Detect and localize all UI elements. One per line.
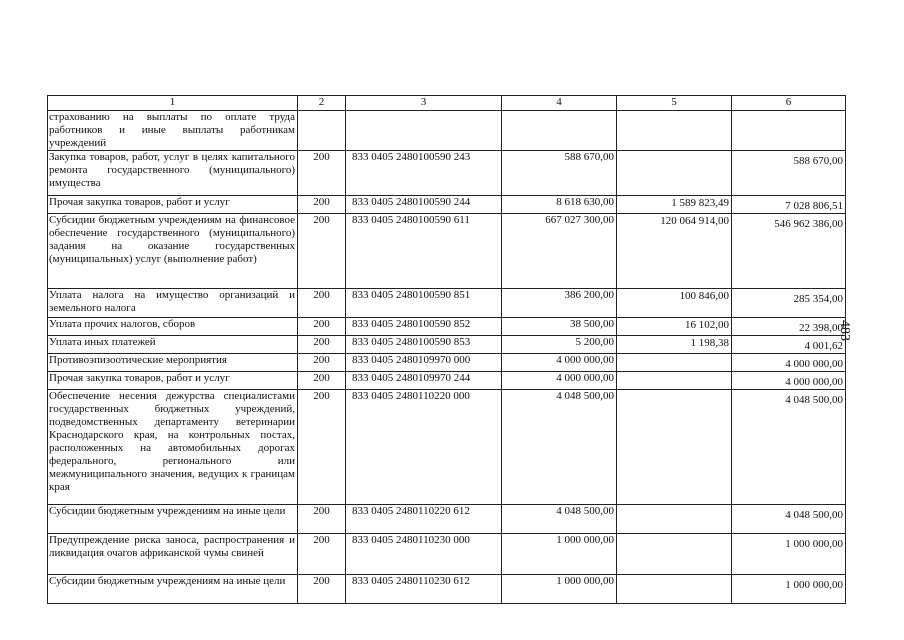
column-header-4: 4 (502, 96, 617, 111)
row-amount-col4-text: 8 618 630,00 (556, 196, 614, 208)
row-code-cell (298, 111, 346, 151)
row-amount-col4-text: 1 000 000,00 (556, 575, 614, 587)
row-amount-col5-text: 120 064 914,00 (660, 215, 729, 227)
row-kbk-cell (346, 390, 502, 505)
row-kbk-text: 833 0405 2480110230 000 (352, 534, 470, 546)
row-amount-col4-text: 4 000 000,00 (556, 372, 614, 384)
row-kbk-text: 833 0405 2480100590 243 (352, 151, 471, 163)
row-amount-col4-text: 38 500,00 (570, 318, 614, 330)
row-amount-col5-cell (617, 372, 732, 390)
row-kbk-cell (346, 289, 502, 318)
row-amount-col4-cell (502, 575, 617, 604)
row-amount-col5-cell (617, 354, 732, 372)
page-number: 483 (837, 320, 852, 341)
row-name-cell (48, 372, 298, 390)
row-amount-col6-cell (732, 372, 846, 390)
budget-table (47, 95, 846, 604)
row-name-text: Обеспечение несения дежурства специалистами государственных бюджетных учреждений, подведомственных департаменту ветеринарии Краснодарского края, на контрольных постах, расположенных на автомобильных дорогах федерального, регионального или межмуниципального значения, ведущих к границам края (49, 390, 295, 493)
column-header-2: 2 (298, 96, 346, 111)
row-kbk-cell (346, 505, 502, 534)
row-code-text: 200 (313, 289, 330, 301)
row-amount-col4-cell (502, 505, 617, 534)
row-code-text: 200 (313, 214, 330, 226)
row-amount-col5-cell (617, 575, 732, 604)
row-amount-col6-cell (732, 534, 846, 575)
table-row (48, 151, 846, 196)
row-amount-col4-cell (502, 151, 617, 196)
row-code-cell (298, 196, 346, 214)
row-code-cell (298, 354, 346, 372)
row-code-text: 200 (313, 534, 330, 546)
row-code-text: 200 (313, 318, 330, 330)
table-row (48, 372, 846, 390)
row-amount-col4-cell (502, 354, 617, 372)
row-name-cell (48, 111, 298, 151)
row-code-text: 200 (313, 372, 330, 384)
row-amount-col4-text: 5 200,00 (575, 336, 614, 348)
row-amount-col4-text: 4 048 500,00 (556, 505, 614, 517)
row-amount-col6-cell (732, 111, 846, 151)
row-name-text: Субсидии бюджетным учреждениям на иные цели (49, 575, 286, 587)
row-amount-col5-text (619, 534, 729, 535)
row-amount-col6-cell (732, 575, 846, 604)
row-code-cell (298, 534, 346, 575)
row-kbk-cell (346, 354, 502, 372)
row-code-cell (298, 318, 346, 336)
row-name-text: Прочая закупка товаров, работ и услуг (49, 372, 230, 384)
row-name-cell (48, 354, 298, 372)
row-amount-col5-cell (617, 151, 732, 196)
row-code-cell (298, 214, 346, 289)
row-code-text: 200 (313, 196, 330, 208)
row-amount-col6-text (734, 111, 843, 115)
row-amount-col5-text (619, 111, 729, 112)
row-amount-col4-cell (502, 372, 617, 390)
row-amount-col5-text (619, 575, 729, 576)
row-amount-col6-cell (732, 318, 846, 336)
row-amount-col4-cell (502, 196, 617, 214)
row-code-cell (298, 372, 346, 390)
table-row (48, 575, 846, 604)
row-code-text: 200 (313, 505, 330, 517)
table-row (48, 505, 846, 534)
row-kbk-text: 833 0405 2480109970 000 (352, 354, 471, 366)
row-amount-col5-cell (617, 505, 732, 534)
row-amount-col6-text: 4 001,62 (804, 340, 843, 352)
row-kbk-cell (346, 534, 502, 575)
row-amount-col5-cell (617, 196, 732, 214)
row-amount-col5-cell (617, 214, 732, 289)
row-code-text: 200 (313, 336, 330, 348)
row-amount-col5-cell (617, 318, 732, 336)
table-row (48, 534, 846, 575)
row-name-text: Противоэпизоотические мероприятия (49, 354, 227, 366)
row-name-text: Субсидии бюджетным учреждениям на финансовое обеспечение государственного (муниципального) задания на оказание государственных (муниципальных) услуг (выполнение работ) (49, 214, 295, 265)
row-amount-col5-cell (617, 390, 732, 505)
row-amount-col5-text (619, 505, 729, 506)
row-amount-col5-cell (617, 289, 732, 318)
row-amount-col5-text: 1 589 823,49 (671, 197, 729, 209)
row-kbk-cell (346, 214, 502, 289)
table-row (48, 336, 846, 354)
row-amount-col6-text: 4 000 000,00 (785, 376, 843, 388)
row-name-cell (48, 534, 298, 575)
row-amount-col6-cell (732, 151, 846, 196)
row-amount-col5-text (619, 354, 729, 355)
row-amount-col6-text: 546 962 386,00 (774, 218, 843, 230)
row-amount-col5-cell (617, 111, 732, 151)
row-amount-col6-text: 4 000 000,00 (785, 358, 843, 370)
row-kbk-text: 833 0405 2480100590 851 (352, 289, 471, 301)
row-amount-col5-cell (617, 534, 732, 575)
table-header-row (48, 96, 846, 111)
row-code-text: 200 (313, 390, 330, 402)
row-amount-col6-text: 4 048 500,00 (785, 509, 843, 521)
table-row (48, 196, 846, 214)
row-kbk-text: 833 0405 2480100590 852 (352, 318, 471, 330)
row-amount-col6-text: 285 354,00 (793, 293, 843, 305)
row-kbk-cell (346, 575, 502, 604)
table-row (48, 390, 846, 505)
column-header-5: 5 (617, 96, 732, 111)
row-code-cell (298, 575, 346, 604)
row-amount-col6-text: 4 048 500,00 (785, 394, 843, 406)
table-row (48, 354, 846, 372)
row-kbk-text: 833 0405 2480100590 853 (352, 336, 471, 348)
row-amount-col6-text: 22 398,00 (799, 322, 843, 334)
row-amount-col4-text: 588 670,00 (564, 151, 614, 163)
row-amount-col5-text (619, 151, 729, 152)
row-name-cell (48, 318, 298, 336)
row-name-text: Субсидии бюджетным учреждениям на иные цели (49, 505, 286, 517)
row-name-cell (48, 575, 298, 604)
row-amount-col4-text: 1 000 000,00 (556, 534, 614, 546)
column-header-3: 3 (346, 96, 502, 111)
row-amount-col6-cell (732, 196, 846, 214)
table-row (48, 111, 846, 151)
row-code-cell (298, 151, 346, 196)
row-name-cell (48, 151, 298, 196)
row-name-cell (48, 336, 298, 354)
row-amount-col6-cell (732, 505, 846, 534)
row-amount-col4-cell (502, 390, 617, 505)
row-name-text: Уплата прочих налогов, сборов (49, 318, 196, 330)
row-amount-col4-text: 4 000 000,00 (556, 354, 614, 366)
row-kbk-text: 833 0405 2480100590 611 (352, 214, 470, 226)
table-row (48, 214, 846, 289)
row-amount-col6-cell (732, 214, 846, 289)
row-amount-col4-cell (502, 214, 617, 289)
row-amount-col6-text: 7 028 806,51 (785, 200, 843, 212)
column-header-1: 1 (48, 96, 298, 111)
row-amount-col4-cell (502, 336, 617, 354)
row-amount-col6-cell (732, 390, 846, 505)
row-amount-col5-text: 16 102,00 (685, 319, 729, 331)
row-kbk-text: 833 0405 2480100590 244 (352, 196, 471, 208)
row-amount-col4-text: 667 027 300,00 (545, 214, 614, 226)
row-kbk-cell (346, 111, 502, 151)
row-kbk-text: 833 0405 2480110220 612 (352, 505, 470, 517)
row-name-cell (48, 196, 298, 214)
row-name-text: Предупреждение риска заноса, распространения и ликвидация очагов африканской чумы свиней (49, 534, 295, 559)
table-row (48, 318, 846, 336)
row-amount-col6-cell (732, 336, 846, 354)
row-name-text: Прочая закупка товаров, работ и услуг (49, 196, 230, 208)
row-kbk-cell (346, 318, 502, 336)
row-amount-col4-cell (502, 289, 617, 318)
row-amount-col6-cell (732, 354, 846, 372)
row-code-text: 200 (313, 151, 330, 163)
row-amount-col4-text: 4 048 500,00 (556, 390, 614, 402)
row-code-cell (298, 336, 346, 354)
row-kbk-cell (346, 372, 502, 390)
table-row (48, 289, 846, 318)
row-amount-col6-cell (732, 289, 846, 318)
row-name-text: страхованию на выплаты по оплате труда работников и иные выплаты работникам учреждений (49, 111, 295, 149)
row-amount-col4-cell (502, 111, 617, 151)
row-name-cell (48, 390, 298, 505)
row-amount-col4-cell (502, 318, 617, 336)
row-kbk-cell (346, 151, 502, 196)
row-name-cell (48, 505, 298, 534)
row-code-cell (298, 505, 346, 534)
row-code-text: 200 (313, 354, 330, 366)
row-kbk-text: 833 0405 2480110230 612 (352, 575, 470, 587)
row-amount-col5-text (619, 390, 729, 391)
row-amount-col5-text: 100 846,00 (679, 290, 729, 302)
row-kbk-cell (346, 336, 502, 354)
row-name-text: Уплата иных платежей (49, 336, 156, 348)
row-amount-col6-text: 588 670,00 (793, 155, 843, 167)
row-amount-col6-text: 1 000 000,00 (785, 538, 843, 550)
row-amount-col5-text (619, 372, 729, 373)
row-name-cell (48, 214, 298, 289)
row-code-text: 200 (313, 575, 330, 587)
row-name-cell (48, 289, 298, 318)
row-kbk-text: 833 0405 2480109970 244 (352, 372, 471, 384)
row-amount-col6-text: 1 000 000,00 (785, 579, 843, 591)
column-header-6: 6 (732, 96, 846, 111)
row-name-text: Уплата налога на имущество организаций и земельного налога (49, 289, 295, 314)
row-amount-col5-cell (617, 336, 732, 354)
row-name-text: Закупка товаров, работ, услуг в целях капитального ремонта государственного (муниципального) имущества (49, 151, 295, 189)
row-code-cell (298, 390, 346, 505)
row-kbk-text: 833 0405 2480110220 000 (352, 390, 470, 402)
row-amount-col5-text: 1 198,38 (690, 337, 729, 349)
row-amount-col4-text: 386 200,00 (564, 289, 614, 301)
row-code-cell (298, 289, 346, 318)
row-kbk-cell (346, 196, 502, 214)
row-amount-col4-cell (502, 534, 617, 575)
